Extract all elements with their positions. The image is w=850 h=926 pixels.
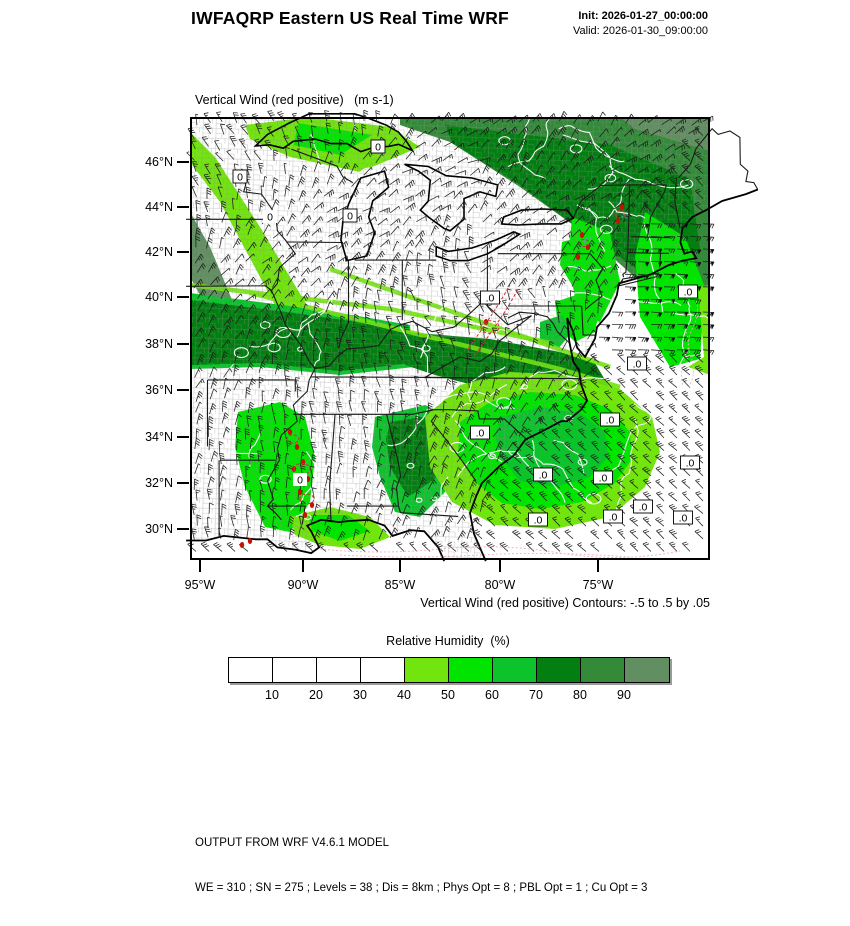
lon-tick bbox=[199, 560, 201, 572]
lat-tick bbox=[177, 296, 189, 298]
valid-time: Valid: 2026-01-30_09:00:00 bbox=[573, 24, 708, 37]
colorbar-cell bbox=[273, 658, 317, 682]
svg-text:.0: .0 bbox=[475, 427, 485, 440]
colorbar-tick-label: 40 bbox=[397, 688, 411, 702]
lon-tick bbox=[597, 560, 599, 572]
lat-tick-label: 44°N bbox=[145, 200, 173, 214]
svg-text:0: 0 bbox=[297, 474, 303, 487]
svg-text:.0: .0 bbox=[608, 511, 618, 524]
lon-tick bbox=[302, 560, 304, 572]
lon-tick-label: 95°W bbox=[184, 578, 216, 592]
colorbar-tick-label: 10 bbox=[265, 688, 279, 702]
svg-text:.0: .0 bbox=[533, 514, 543, 527]
init-time: Init: 2026-01-27_00:00:00 bbox=[578, 10, 708, 22]
colorbar-cell bbox=[405, 658, 449, 682]
colorbar-tick-label: 30 bbox=[353, 688, 367, 702]
svg-text:0: 0 bbox=[375, 141, 381, 154]
colorbar-tick-label: 60 bbox=[485, 688, 499, 702]
plot-title: IWFAQRP Eastern US Real Time WRF bbox=[191, 8, 509, 28]
lat-tick-label: 38°N bbox=[145, 337, 173, 351]
colorbar-cell bbox=[581, 658, 625, 682]
lon-tick-label: 85°W bbox=[384, 578, 416, 592]
colorbar-cell bbox=[229, 658, 273, 682]
lat-tick bbox=[177, 389, 189, 391]
colorbar-cell bbox=[449, 658, 493, 682]
lon-tick-label: 90°W bbox=[287, 578, 319, 592]
svg-text:.0: .0 bbox=[538, 469, 548, 482]
lon-tick-label: 80°W bbox=[484, 578, 516, 592]
footer-config: WE = 310 ; SN = 275 ; Levels = 38 ; Dis = 8km ; Phys Opt = 8 ; PBL Opt = 1 ; Cu Opt = 3 bbox=[195, 882, 648, 894]
lat-tick-label: 46°N bbox=[145, 155, 173, 169]
svg-text:.0: .0 bbox=[632, 358, 642, 371]
lat-tick-label: 34°N bbox=[145, 430, 173, 444]
map-canvas bbox=[190, 117, 710, 560]
colorbar-tick-label: 90 bbox=[617, 688, 631, 702]
lat-tick-label: 30°N bbox=[145, 522, 173, 536]
colorbar-cell bbox=[317, 658, 361, 682]
svg-text:.0: .0 bbox=[685, 457, 695, 470]
lat-tick bbox=[177, 528, 189, 530]
run-times bbox=[573, 9, 708, 38]
lat-tick-label: 32°N bbox=[145, 476, 173, 490]
lat-tick-label: 36°N bbox=[145, 383, 173, 397]
field-label-vertical-wind: Vertical Wind (red positive) (m s-1) bbox=[195, 93, 394, 107]
colorbar-cell bbox=[537, 658, 581, 682]
map-svg bbox=[190, 117, 710, 560]
footer-text bbox=[195, 806, 647, 926]
lon-tick bbox=[499, 560, 501, 572]
lon-tick-label: 75°W bbox=[582, 578, 614, 592]
colorbar-tick-label: 20 bbox=[309, 688, 323, 702]
lat-tick bbox=[177, 482, 189, 484]
lat-tick bbox=[177, 206, 189, 208]
lat-tick bbox=[177, 436, 189, 438]
lat-tick bbox=[177, 343, 189, 345]
lat-tick-label: 40°N bbox=[145, 290, 173, 304]
colorbar-tick-label: 70 bbox=[529, 688, 543, 702]
lat-tick bbox=[177, 251, 189, 253]
svg-text:.0: .0 bbox=[598, 472, 608, 485]
svg-text:.0: .0 bbox=[638, 501, 648, 514]
colorbar-title: Relative Humidity (%) bbox=[386, 634, 510, 648]
svg-text:.0: .0 bbox=[605, 414, 615, 427]
colorbar bbox=[228, 657, 670, 683]
colorbar-cell bbox=[625, 658, 669, 682]
footer-model: OUTPUT FROM WRF V4.6.1 MODEL bbox=[195, 837, 390, 849]
colorbar-tick-label: 50 bbox=[441, 688, 455, 702]
svg-text:0: 0 bbox=[267, 211, 273, 224]
svg-text:.0: .0 bbox=[678, 512, 688, 525]
contour-caption: Vertical Wind (red positive) Contours: -.5 to .5 by .05 bbox=[420, 596, 710, 610]
svg-text:0: 0 bbox=[347, 210, 353, 223]
lat-tick-label: 42°N bbox=[145, 245, 173, 259]
lat-tick bbox=[177, 161, 189, 163]
colorbar-cell bbox=[493, 658, 537, 682]
svg-text:.0: .0 bbox=[683, 286, 693, 299]
colorbar-cell bbox=[361, 658, 405, 682]
lon-tick bbox=[399, 560, 401, 572]
colorbar-tick-label: 80 bbox=[573, 688, 587, 702]
svg-text:0: 0 bbox=[237, 171, 243, 184]
svg-text:.0: .0 bbox=[485, 292, 495, 305]
